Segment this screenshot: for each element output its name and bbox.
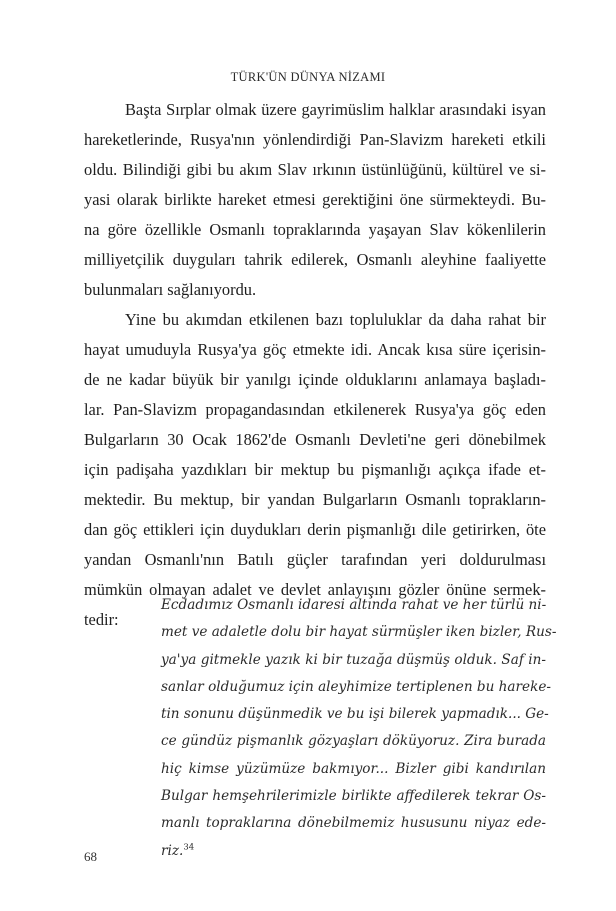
paragraph-2-line: yandan Osmanlı'nın Batılı güçler tarafından yeri doldurulması — [84, 550, 546, 569]
paragraph-1-line: na göre özellikle Osmanlı topraklarında yaşayan Slav kökenlilerin — [84, 220, 546, 239]
quote-line: ce gündüz pişmanlık gözyaşları döküyoruz. Zira burada — [161, 733, 546, 750]
quote-line-text: riz. — [161, 842, 184, 859]
paragraph-2-line: tedir: — [84, 610, 119, 629]
quote-last-line — [161, 838, 546, 865]
paragraph-2-line: mektedir. Bu mektup, bir yandan Bulgarların Osmanlı toprakların- — [84, 490, 546, 509]
paragraph-1-line: yasi olarak birlikte hareket etmesi gerektiğini öne sürmekteydi. Bu- — [84, 190, 546, 209]
page-number: 68 — [84, 849, 97, 864]
quote-line: Ecdadımız Osmanlı idaresi altında rahat ve her türlü ni- — [161, 597, 547, 613]
paragraph-2-line: için padişaha yazdıkları bir mektup bu pişmanlığı açıkça ifade et- — [84, 460, 546, 479]
paragraph-2-line: hayat umuduyla Rusya'ya göç etmekte idi. Ancak kısa süre içerisin- — [84, 340, 546, 359]
quote-line: tin sonunu düşünmedik ve bu işi bilerek yapmadık... Ge- — [161, 706, 549, 723]
paragraph-1-line: milliyetçilik duyguları tahrik edilerek, Osmanlı aleyhine faaliyette — [84, 250, 546, 269]
block-quote — [161, 592, 557, 865]
quote-line: sanlar olduğumuz için aleyhimize tertiplenen bu hareke- — [161, 678, 551, 695]
quote-line: met ve adaletle dolu bir hayat sürmüşler iken bizler, Rus- — [161, 624, 557, 641]
paragraph-2-line: dan göç ettikleri için duydukları derin pişmanlığı dile getirirken, öte — [84, 520, 546, 539]
paragraph-1-line: bulunmaları sağlanıyordu. — [84, 280, 257, 299]
quote-line: ya'ya gitmekle yazık ki bir tuzağa düşmüş olduk. Saf in- — [161, 651, 546, 668]
paragraph-2-line: de ne kadar büyük bir yanılgı içinde olduklarını anlamaya başladı- — [84, 370, 546, 389]
paragraph-2-line: lar. Pan-Slavizm propagandasından etkilenerek Rusya'ya göç eden — [84, 400, 546, 419]
body-text — [84, 95, 546, 635]
paragraph-1-line: hareketlerinde, Rusya'nın yönlendirdiği Pan-Slavizm hareketi etkili — [84, 130, 546, 149]
paragraph-2-line: mümkün olmayan adalet ve devlet anlayışını gözler önüne sermek- — [84, 580, 546, 599]
quote-line: Bulgar hemşehrilerimizle birlikte affedilerek tekrar Os- — [161, 788, 546, 805]
paragraph-2-line: Yine bu akımdan etkilenen bazı topluluklar da daha rahat bir — [125, 310, 546, 329]
running-header: TÜRK'ÜN DÜNYA NİZAMI — [230, 70, 386, 84]
paragraph-2-line: Bulgarların 30 Ocak 1862'de Osmanlı Devleti'ne geri dönebilmek — [84, 430, 546, 449]
footnote-reference[interactable]: 34 — [183, 842, 195, 853]
paragraph-1-line: oldu. Bilindiği gibi bu akım Slav ırkının üstünlüğünü, kültürel ve si- — [84, 160, 546, 179]
quote-line: manlı topraklarına dönebilmemiz hususunu niyaz ede- — [161, 815, 546, 832]
paragraph-1-line: Başta Sırplar olmak üzere gayrimüslim halklar arasındaki isyan — [125, 100, 546, 119]
quote-line: hiç kimse yüzümüze bakmıyor... Bizler gibi kandırılan — [161, 760, 546, 777]
